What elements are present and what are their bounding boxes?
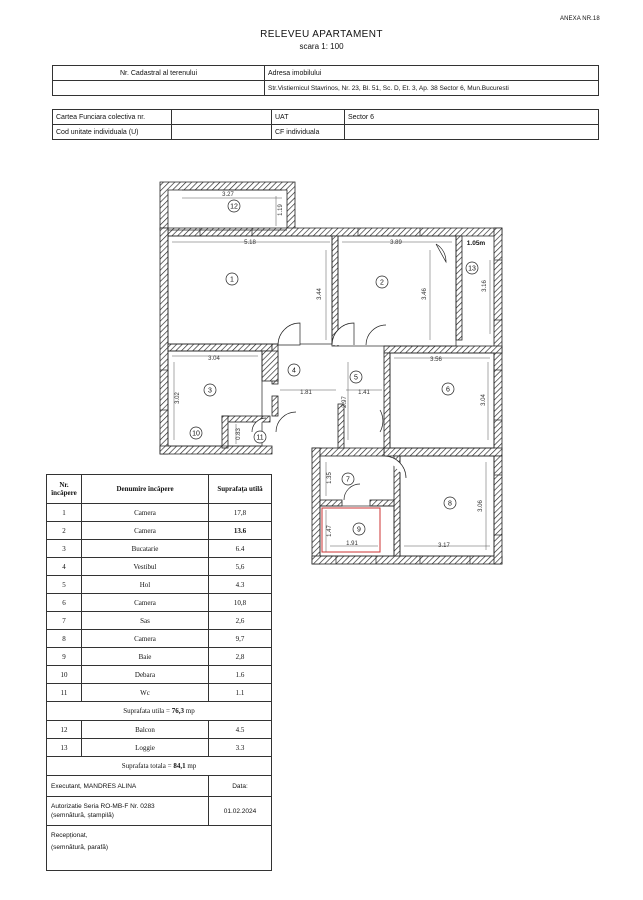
room-nr: 8 <box>47 630 82 648</box>
total-area-unit: mp <box>185 762 197 770</box>
room-number-3: 3 <box>208 387 212 395</box>
room-row <box>47 684 272 702</box>
dim-room8-height: 3.06 <box>478 500 484 512</box>
room-name: Loggie <box>82 739 209 757</box>
room-row <box>47 721 272 739</box>
room-row <box>47 666 272 684</box>
dim-room1-height: 3.44 <box>317 288 323 300</box>
room-row <box>47 630 272 648</box>
document-title: RELEVEU APARTAMENT <box>260 29 383 40</box>
room-number-5: 5 <box>354 374 358 382</box>
room-name: Debara <box>82 666 209 684</box>
room-row <box>47 558 272 576</box>
uat-label: UAT <box>272 110 345 125</box>
room-number-8: 8 <box>448 500 452 508</box>
room-number-7: 7 <box>346 476 350 484</box>
room-name: Balcon <box>82 721 209 739</box>
dim-room6-height: 3.04 <box>481 394 487 406</box>
room-area: 1.6 <box>209 666 272 684</box>
room-nr: 1 <box>47 504 82 522</box>
room-nr: 4 <box>47 558 82 576</box>
dim-room2-width: 3.89 <box>390 240 402 246</box>
annex-number: ANEXA NR.18 <box>560 16 600 22</box>
dim-loggia-width: 1.05m <box>466 240 486 247</box>
dim-hall-width: 1.41 <box>358 390 370 396</box>
col-header-nr: Nr. încăpere <box>47 475 82 504</box>
room-nr: 5 <box>47 576 82 594</box>
received-cell <box>47 826 272 871</box>
room-number-6: 6 <box>446 386 450 394</box>
dim-room3-width: 3.04 <box>208 356 220 362</box>
room-nr: 3 <box>47 540 82 558</box>
room-area: 10,8 <box>209 594 272 612</box>
dim-room1-width: 5.18 <box>244 240 256 246</box>
authorization-note: (semnătură, ștampilă) <box>51 812 114 819</box>
dim-bath-width: 1.91 <box>346 541 358 547</box>
useful-area-row <box>47 702 272 721</box>
dim-balcony-height: 1.19 <box>278 204 284 216</box>
col-header-area: Suprafața utilă <box>209 475 272 504</box>
room-area: 2,6 <box>209 612 272 630</box>
col-header-name: Denumire încăpere <box>82 475 209 504</box>
dim-vestibule-width: 1.81 <box>300 390 312 396</box>
room-area: 2,8 <box>209 648 272 666</box>
room-nr: 13 <box>47 739 82 757</box>
room-name: Vestibul <box>82 558 209 576</box>
room-name: Hol <box>82 576 209 594</box>
dim-loggia-height: 3.16 <box>482 280 488 292</box>
dim-bath-height: 1.47 <box>327 525 333 537</box>
room-row <box>47 522 272 540</box>
room-name: Wc <box>82 684 209 702</box>
uat-value: Sector 6 <box>345 110 599 125</box>
room-area: 17,8 <box>209 504 272 522</box>
room-area: 13.6 <box>209 522 272 540</box>
room-area: 6.4 <box>209 540 272 558</box>
dim-room6-width: 3.56 <box>430 357 442 363</box>
room-name: Sas <box>82 612 209 630</box>
room-number-12: 12 <box>230 203 238 211</box>
room-row <box>47 576 272 594</box>
dim-hall-height: 2.97 <box>342 396 348 408</box>
room-row <box>47 504 272 522</box>
address-value: Str.Vistiernicul Stavrinos, Nr. 23, Bl. 51, Sc. D, Et. 3, Ap. 38 Sector 6, Mun.Bucuresti <box>265 81 599 96</box>
total-area-row <box>47 757 272 776</box>
useful-area-unit: mp <box>184 707 195 715</box>
dim-room2-height: 3.46 <box>422 288 428 300</box>
useful-area-value: 76,3 <box>171 707 184 715</box>
date-value: 01.02.2024 <box>209 797 272 826</box>
room-number-2: 2 <box>380 279 384 287</box>
rooms-table <box>46 474 272 871</box>
room-name: Camera <box>82 594 209 612</box>
room-area: 4.5 <box>209 721 272 739</box>
total-area-value: 84,1 <box>173 762 186 770</box>
dim-room8-width: 3.17 <box>438 543 450 549</box>
room-area: 4.3 <box>209 576 272 594</box>
extra-rows <box>47 721 272 757</box>
room-nr: 7 <box>47 612 82 630</box>
room-nr: 6 <box>47 594 82 612</box>
room-name: Baie <box>82 648 209 666</box>
room-number-9: 9 <box>357 526 361 534</box>
dim-balcony-width: 3.27 <box>222 192 234 198</box>
room-area: 9,7 <box>209 630 272 648</box>
room-area: 3.3 <box>209 739 272 757</box>
room-number-13: 13 <box>468 265 476 273</box>
room-rows <box>47 504 272 702</box>
room-name: Camera <box>82 504 209 522</box>
room-area: 1.1 <box>209 684 272 702</box>
room-name: Camera <box>82 630 209 648</box>
dim-debara-height: 0.83 <box>236 428 242 440</box>
room-number-11: 11 <box>256 434 264 442</box>
room-row <box>47 612 272 630</box>
room-number-4: 4 <box>292 367 296 375</box>
useful-area-label: Suprafata utila = <box>123 707 172 715</box>
room-row <box>47 648 272 666</box>
received-note: (semnătură, parafă) <box>51 844 109 851</box>
room-nr: 10 <box>47 666 82 684</box>
executant-cell: Executant, MANDRES ALINA <box>47 776 209 797</box>
room-name: Bucatarie <box>82 540 209 558</box>
room-row <box>47 739 272 757</box>
room-row <box>47 594 272 612</box>
room-nr: 12 <box>47 721 82 739</box>
room-nr: 9 <box>47 648 82 666</box>
received-text: Recepționat, <box>51 832 88 839</box>
total-area-label: Suprafata totala = <box>121 762 174 770</box>
room-nr: 2 <box>47 522 82 540</box>
dim-room3-height: 3.02 <box>175 392 181 404</box>
address-label: Adresa imobilului <box>265 66 599 81</box>
dim-sas-height: 1.35 <box>327 472 333 484</box>
date-label: Data: <box>209 776 272 797</box>
cadastral-label: Nr. Cadastral al terenului <box>53 66 265 81</box>
cf-collective-label: Cartea Funciara colectiva nr. <box>53 110 172 125</box>
room-row <box>47 540 272 558</box>
room-name: Camera <box>82 522 209 540</box>
room-area: 5,6 <box>209 558 272 576</box>
door-swings <box>252 244 446 500</box>
room-number-1: 1 <box>230 276 234 284</box>
room-number-10: 10 <box>192 430 200 438</box>
authorization-text: Autorizatie Seria RO-MB-F Nr. 0283 <box>51 803 155 810</box>
room-nr: 11 <box>47 684 82 702</box>
unit-code-label: Cod unitate individuala (U) <box>53 125 172 140</box>
scale-label: scara 1: 100 <box>299 42 344 51</box>
cf-individual-label: CF individuala <box>272 125 345 140</box>
authorization-cell <box>47 797 209 826</box>
